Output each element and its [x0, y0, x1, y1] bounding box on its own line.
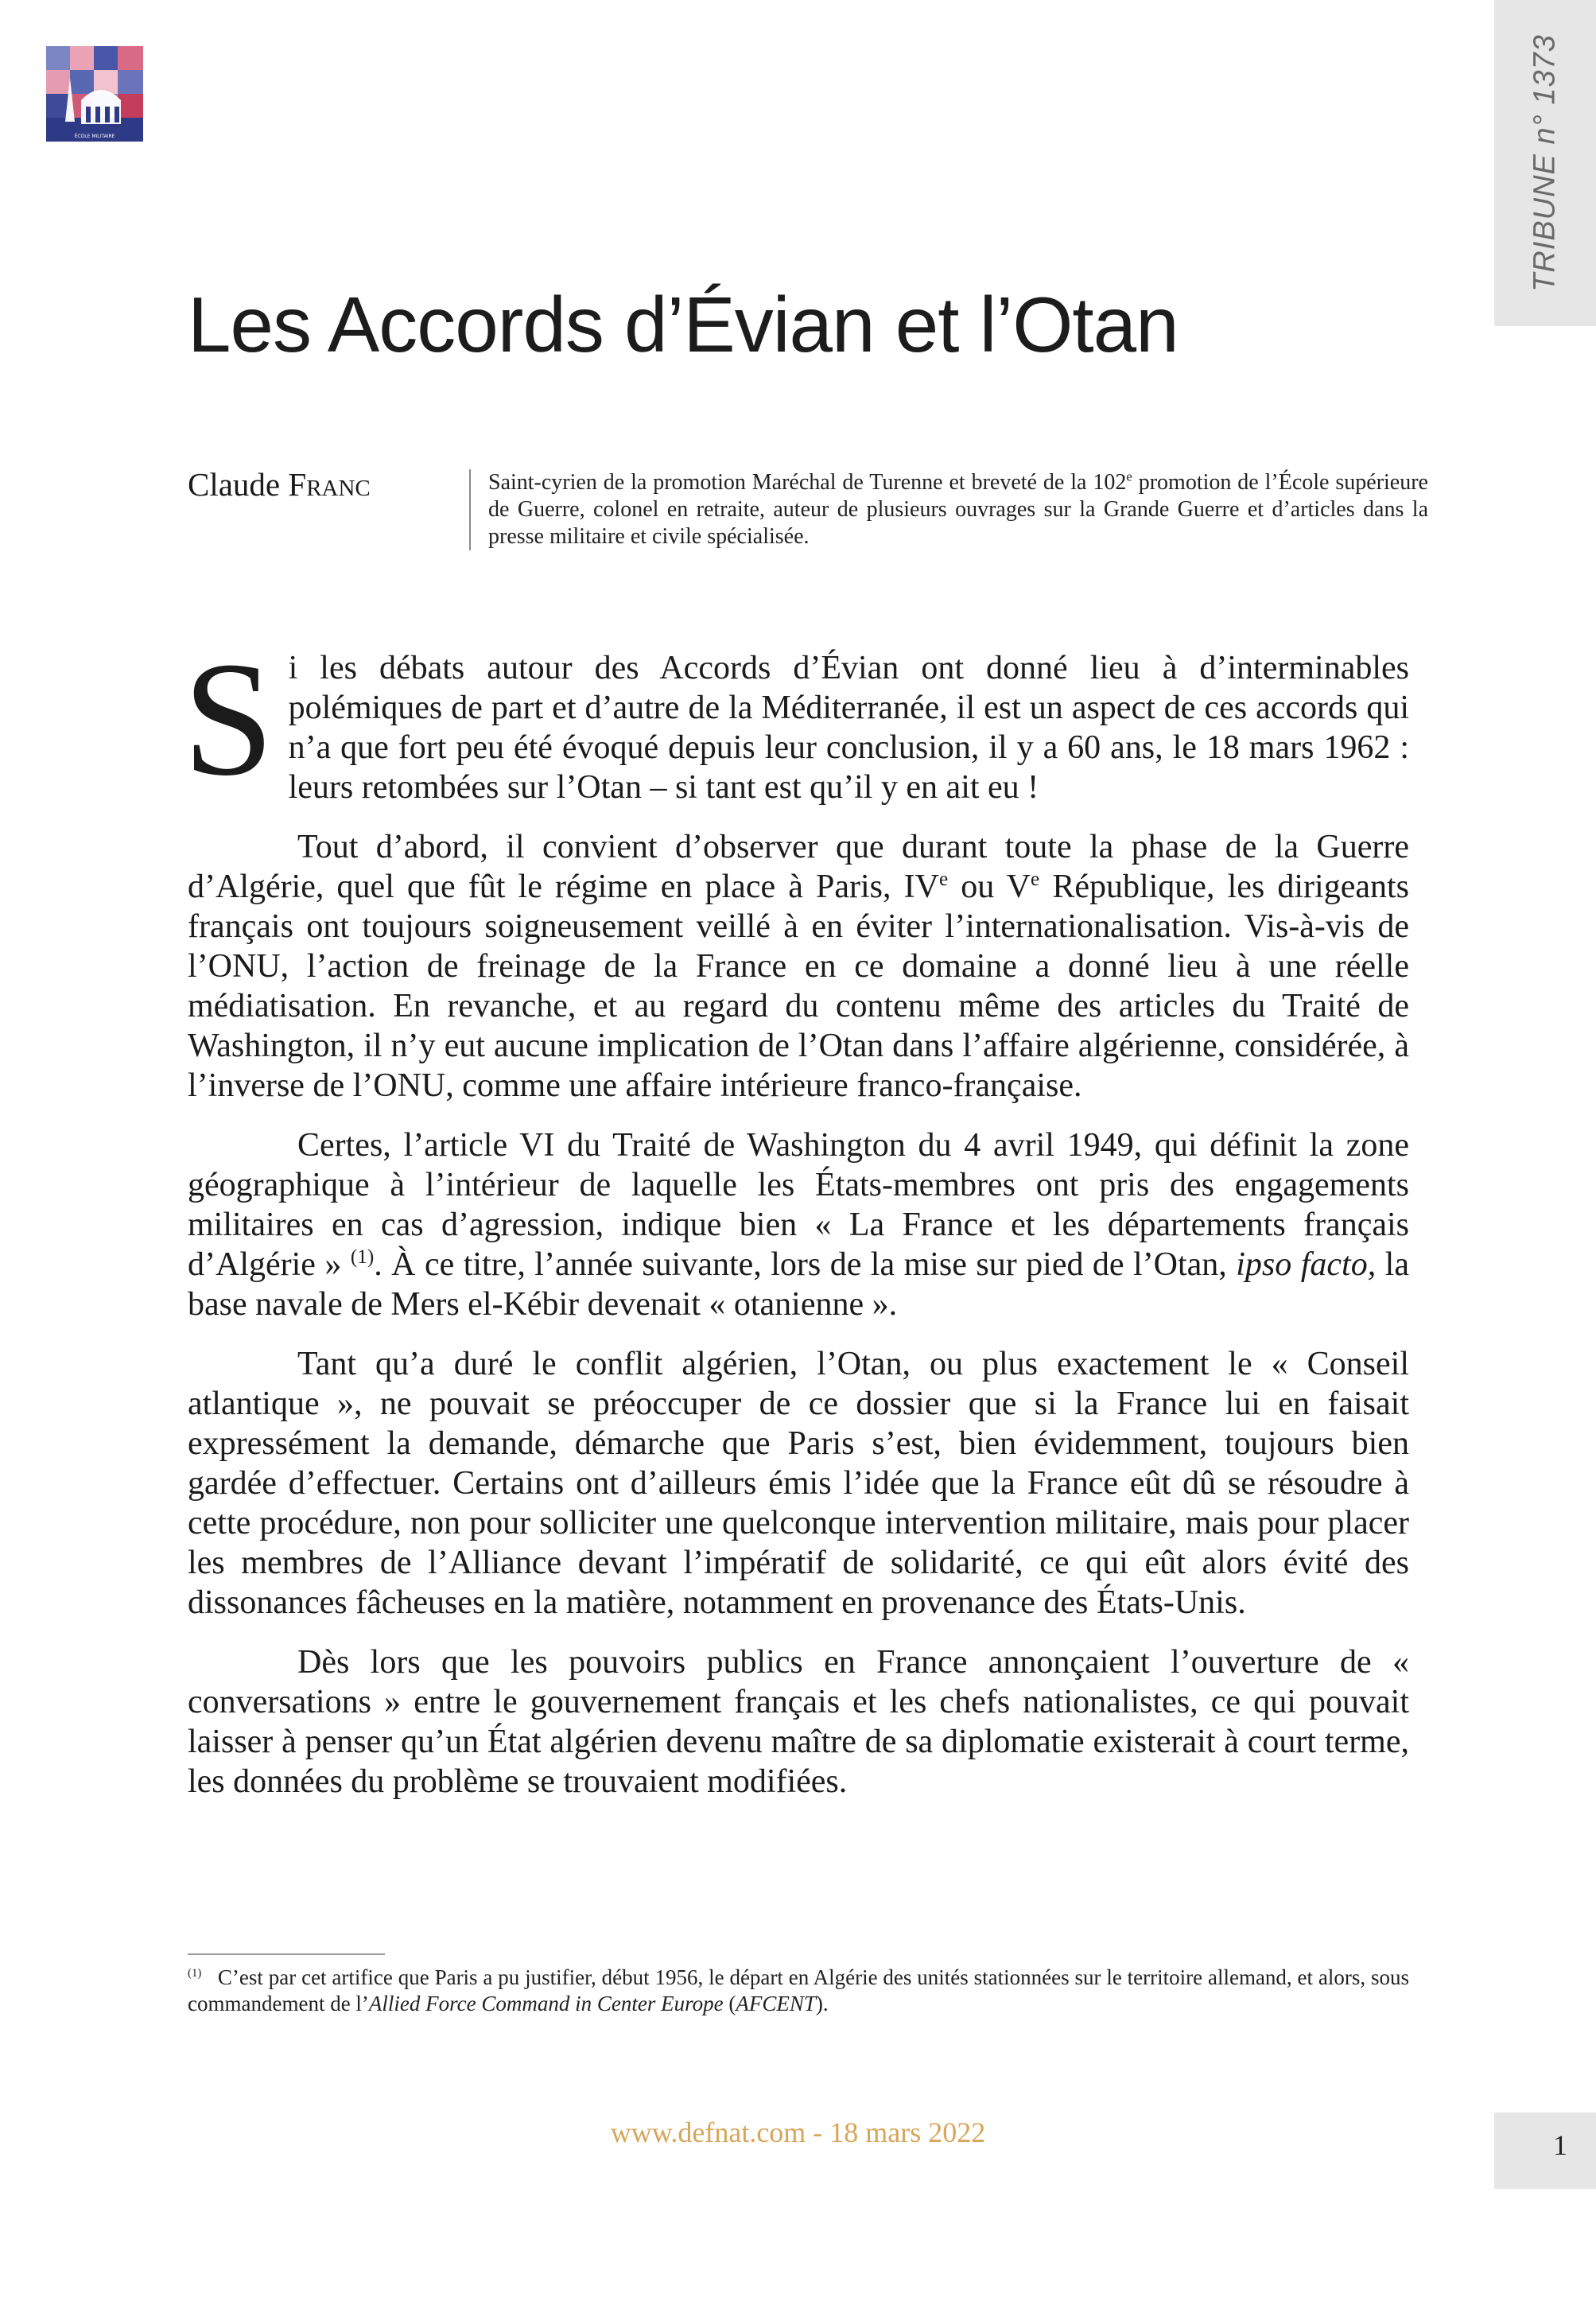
- svg-text:ÉCOLE MILITAIRE: ÉCOLE MILITAIRE: [74, 134, 115, 139]
- footer-url-date[interactable]: www.defnat.com - 18 mars 2022: [610, 2116, 986, 2148]
- author-last-name: Franc: [288, 466, 371, 503]
- footnote-c: ).: [815, 1992, 829, 2015]
- footnote-ref[interactable]: (1): [350, 1246, 375, 1268]
- p3-c: la base navale de Mers el-Kébir devenait « otanienne ».: [188, 1246, 1409, 1323]
- p3-a: Certes, l’article VI du Traité de Washington du 4 avril 1949, qui définit la zone géographique à l’intérieur de laquelle les États-membres ont pris des engagements militaires en cas d’agression, indique bien « La France et les départements français d’Algérie »: [188, 1127, 1409, 1283]
- paragraph-4: Tant qu’a duré le conflit algérien, l’Otan, ou plus exactement le « Conseil atlantique », ne pouvait se préoccuper de ce dossier que si la France lui en faisait expressément la demande, démarche que Paris s’est, bien évidemment, toujours bien gardée d’effectuer. Certains ont d’ailleurs émis l’idée que la France eût dû se résoudre à cette procédure, non pour solliciter une quelconque intervention militaire, mais pour placer les membres de l’Alliance devant l’impératif de solidarité, ce qui eût alors évité des dissonances fâcheuses en la matière, notamment en provenance des États-Unis.: [188, 1346, 1409, 1621]
- author-name: [188, 465, 371, 503]
- footnote-b: (: [723, 1992, 736, 2015]
- drop-cap: S: [183, 628, 274, 810]
- p2-b: ou V: [948, 869, 1031, 905]
- footnote-divider: [188, 1953, 385, 1955]
- footnote-italic2: AFCENT: [736, 1992, 816, 2015]
- institution-building-logo-icon: [46, 46, 143, 142]
- footnote-a: C’est par cet artifice que Paris a pu justifier, début 1956, le départ en Algérie des unités stationnées sur le territoire allemand, et alors, sous commandement de l’: [188, 1965, 1409, 2015]
- bio-part2: promotion de l’École supérieure de Guerre, colonel en retraite, auteur de plusieurs ouvrages sur la Grande Guerre et d’articles dans la presse militaire et civile spécialisée.: [488, 470, 1428, 549]
- footnote-marker: (1): [188, 1967, 202, 1980]
- page-number-box: [1494, 2112, 1596, 2189]
- article-body: [183, 628, 1409, 1821]
- paragraph-3: [188, 1125, 1409, 1324]
- p3-b: . À ce titre, l’année suivante, lors de la mise sur pied de l’Otan,: [374, 1246, 1237, 1283]
- paragraph-1: [183, 628, 1409, 810]
- paragraph-1-text: i les débats autour des Accords d’Évian ont donné lieu à d’interminables polémiques de part et d’autre de la Méditerranée, il est un aspect de ces accords qui n’a que fort peu été évoqué depuis leur conclusion, il y a 60 ans, le 18 mars 1962 : leurs retombées sur l’Otan – si tant est qu’il y en ait eu !: [288, 650, 1409, 806]
- p2-sup2: e: [1031, 869, 1040, 890]
- paragraph-2: [188, 827, 1409, 1106]
- bio-part1: Saint-cyrien de la promotion Maréchal de Turenne et breveté de la 102: [488, 470, 1127, 495]
- footnote-italic1: Allied Force Command in Center Europe: [368, 1992, 724, 2015]
- bio-sup: e: [1126, 468, 1132, 484]
- page-number: 1: [1553, 2129, 1567, 2161]
- footnote: [188, 1965, 1409, 2017]
- tribune-number: TRIBUNE n° 1373: [1528, 34, 1562, 292]
- publisher-logo: [46, 46, 143, 142]
- p2-c: République, les dirigeants français ont toujours soigneusement veillé à en éviter l’internationalisation. Vis-à-vis de l’ONU, l’action de freinage de la France en ce domaine a donné lieu à une réelle médiatisation. En revanche, et au regard du contenu même des articles du Traité de Washington, il n’y eut aucune implication de l’Otan dans l’affaire algérienne, considérée, à l’inverse de l’ONU, comme une affaire intérieure franco-française.: [188, 869, 1409, 1104]
- p2-sup1: e: [938, 869, 949, 890]
- p3-italic: ipso facto,: [1236, 1246, 1377, 1283]
- article-title: Les Accords d’Évian et l’Otan: [188, 281, 1179, 368]
- author-first-name: Claude: [188, 466, 281, 503]
- side-tab: [1494, 0, 1596, 326]
- paragraph-5: Dès lors que les pouvoirs publics en France annonçaient l’ouverture de « conversations » entre le gouvernement français et les chefs nationalistes, ce qui pouvait laisser à penser qu’un État algérien devenu maître de sa diplomatie existerait à court terme, les données du problème se trouvaient modifiées.: [188, 1644, 1409, 1800]
- author-bio: [469, 469, 1428, 550]
- p2-a: Tout d’abord, il convient d’observer que durant toute la phase de la Guerre d’Algérie, quel que fût le régime en place à Paris, IV: [188, 829, 1409, 905]
